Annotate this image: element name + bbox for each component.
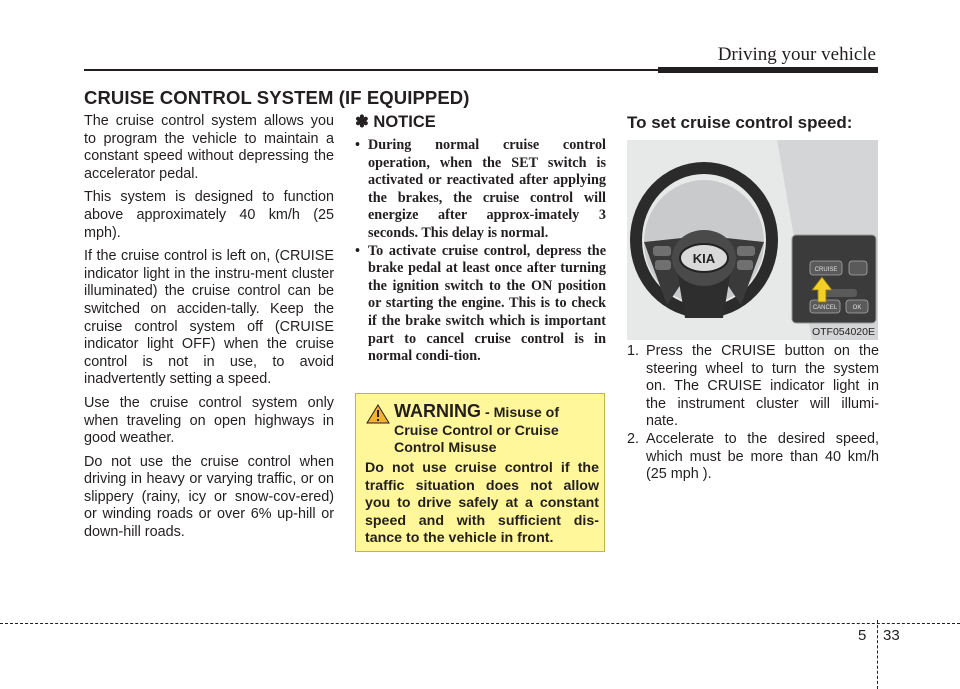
intro-paragraph: Use the cruise control system only when traveling on open highways in good weather. — [84, 394, 334, 447]
header-bar — [658, 67, 878, 73]
intro-paragraph: Do not use the cruise control when driving in heavy or varying traffic, or on slippery (rainy, icy or snow-cov-ered) or winding roads or over 6% up-hill or down-hill roads. — [84, 453, 334, 541]
page-number: 33 — [883, 627, 900, 644]
warning-subtitle: - Misuse of Cruise Control or Cruise Control Misuse — [394, 405, 560, 456]
notice-block — [355, 112, 606, 366]
section-title: CRUISE CONTROL SYSTEM (IF EQUIPPED) — [84, 87, 470, 108]
steering-wheel-illustration — [627, 140, 878, 340]
cancel-button-label: CANCEL — [812, 305, 838, 311]
warning-triangle-icon — [366, 404, 390, 424]
notice-item-text: During normal cruise control operation, when the SET switch is activated or reactivated after applying the brakes, the cruise control will energize after approx-imately 3 seconds. This delay is normal. — [368, 137, 606, 241]
warning-heading — [394, 403, 599, 458]
intro-column — [84, 113, 334, 548]
warning-body: Do not use cruise control if the traffic situation does not allow you to drive safely at a constant speed and with sufficient dis-tance to the vehicle in front. — [365, 460, 599, 547]
notice-item — [355, 243, 606, 366]
ok-button-label: OK — [852, 305, 862, 311]
notice-title: NOTICE — [373, 113, 436, 131]
intro-paragraph: This system is designed to function above approximately 40 km/h (25 mph). — [84, 189, 334, 241]
intro-paragraph: The cruise control system allows you to program the vehicle to maintain a constant speed without depressing the accelerator pedal. — [84, 113, 334, 182]
warning-box — [355, 393, 605, 552]
svg-text:KIA: KIA — [692, 251, 716, 266]
notice-star-icon: ✽ — [355, 113, 369, 131]
bullet-icon: • — [355, 137, 360, 153]
footer-divider — [877, 620, 878, 689]
section-number: 5 — [858, 627, 867, 644]
warning-label: WARNING — [394, 401, 481, 421]
notice-list — [355, 137, 606, 366]
step-number: 2. — [627, 430, 640, 447]
steps-list — [627, 343, 879, 484]
step-text: Accelerate to the desired speed, which must be more than 40 km/h (25 mph ). — [646, 430, 879, 483]
step-text: Press the CRUISE button on the steering wheel to turn the system on. The CRUISE indicator light in the instrument cluster will illumi-nate. — [646, 343, 879, 430]
steering-wheel-figure — [627, 140, 878, 340]
step-item — [627, 343, 879, 431]
cruise-button-label: CRUISE — [814, 267, 838, 273]
chapter-title: Driving your vehicle — [717, 44, 876, 65]
notice-heading — [355, 112, 606, 132]
step-item — [627, 431, 879, 484]
footer-rule — [0, 623, 960, 624]
notice-item-text: To activate cruise control, depress the brake pedal at least once after turning the ignition switch to the ON position or starting the engine. This is to check if the brake switch which is important part to cancel cruise control is in normal condi-tion. — [368, 242, 606, 365]
set-speed-title: To set cruise control speed: — [627, 113, 853, 132]
intro-paragraph: If the cruise control is left on, (CRUISE indicator light in the instru-ment cluster illuminated) the cruise control can be switched on acciden-tally. Keep the cruise control system off (CRUISE indicator light OFF) when the cruise control is not in use, to avoid inadvertently setting a speed. — [84, 248, 334, 388]
notice-item — [355, 137, 606, 243]
figure-code: OTF054020E — [811, 326, 875, 338]
step-number: 1. — [627, 343, 640, 359]
bullet-icon: • — [355, 242, 360, 259]
